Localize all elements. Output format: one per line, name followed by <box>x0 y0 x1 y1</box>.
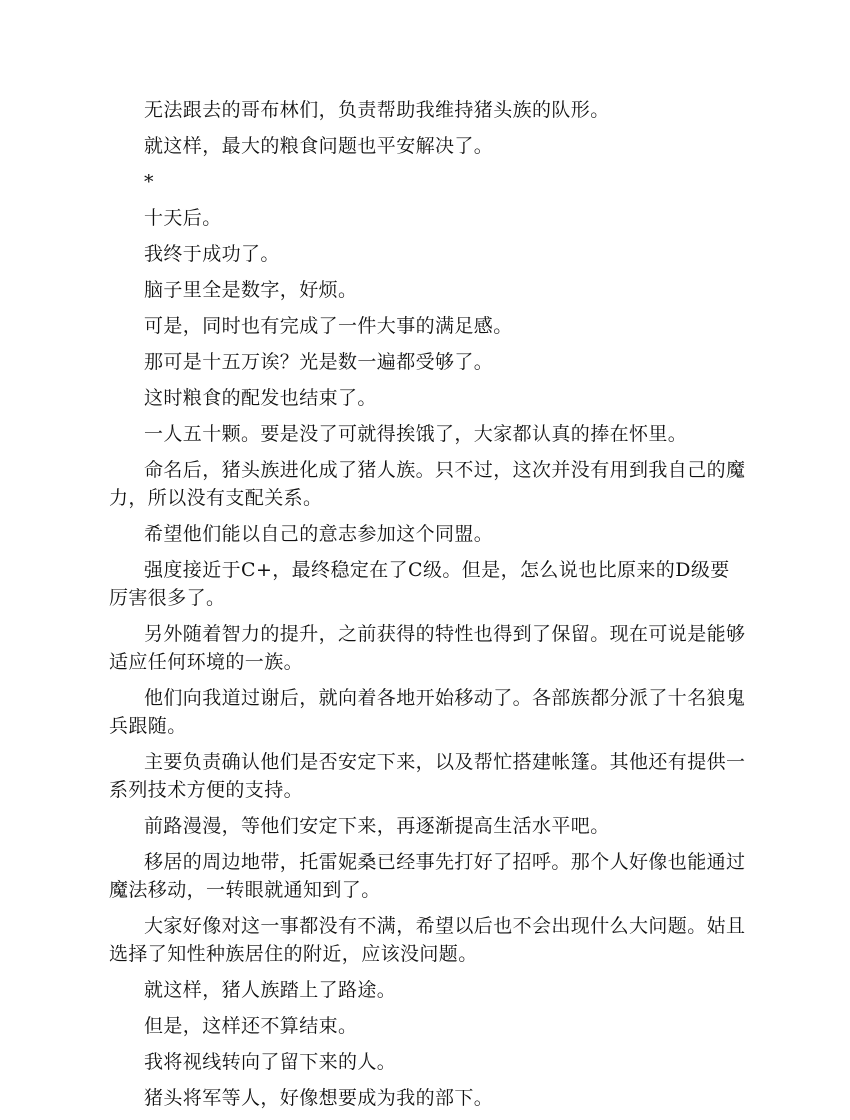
paragraph: 无法跟去的哥布林们，负责帮助我维持猪头族的队形。 <box>144 99 610 121</box>
paragraph: 主要负责确认他们是否安定下来，以及帮忙搭建帐篷。其他还有提供一系列技术方便的支持。 <box>109 751 746 801</box>
paragraph: 猪头将军等人，好像想要成为我的部下。 <box>144 1087 494 1109</box>
paragraph: 但是，这样还不算结束。 <box>144 1015 358 1037</box>
paragraph: 大家好像对这一事都没有不满，希望以后也不会出现什么大问题。姑且选择了知性种族居住的附近，应该没问题。 <box>109 915 746 965</box>
paragraph: 希望他们能以自己的意志参加这个同盟。 <box>144 523 494 545</box>
paragraph: 十天后。 <box>144 207 222 229</box>
paragraph: 我终于成功了。 <box>144 243 280 265</box>
paragraph: 我将视线转向了留下来的人。 <box>144 1051 397 1073</box>
paragraph: 命名后，猪头族进化成了猪人族。只不过，这次并没有用到我自己的魔力，所以没有支配关系。 <box>109 459 746 509</box>
paragraph: 移居的周边地带，托雷妮桑已经事先打好了招呼。那个人好像也能通过魔法移动，一转眼就通知到了。 <box>109 851 746 901</box>
paragraph: 他们向我道过谢后，就向着各地开始移动了。各部族都分派了十名狼鬼兵跟随。 <box>109 687 746 737</box>
body-text <box>109 96 749 1120</box>
paragraph: 就这样，猪人族踏上了路途。 <box>144 979 397 1001</box>
paragraph: 这时粮食的配发也结束了。 <box>144 387 377 409</box>
paragraph: 前路漫漫，等他们安定下来，再逐渐提高生活水平吧。 <box>144 815 610 837</box>
paragraph: 脑子里全是数字，好烦。 <box>144 279 358 301</box>
paragraph: 强度接近于C+，最终稳定在了C级。但是，怎么说也比原来的D级要厉害很多了。 <box>109 559 730 609</box>
paragraph: 那可是十五万诶？光是数一遍都受够了。 <box>144 351 494 373</box>
paragraph: 就这样，最大的粮食问题也平安解决了。 <box>144 135 494 157</box>
paragraph: 一人五十颗。要是没了可就得挨饿了，大家都认真的捧在怀里。 <box>144 423 688 445</box>
paragraph: 另外随着智力的提升，之前获得的特性也得到了保留。现在可说是能够适应任何环境的一族。 <box>109 623 746 673</box>
scene-break: * <box>144 171 154 193</box>
paragraph: 可是，同时也有完成了一件大事的满足感。 <box>144 315 513 337</box>
